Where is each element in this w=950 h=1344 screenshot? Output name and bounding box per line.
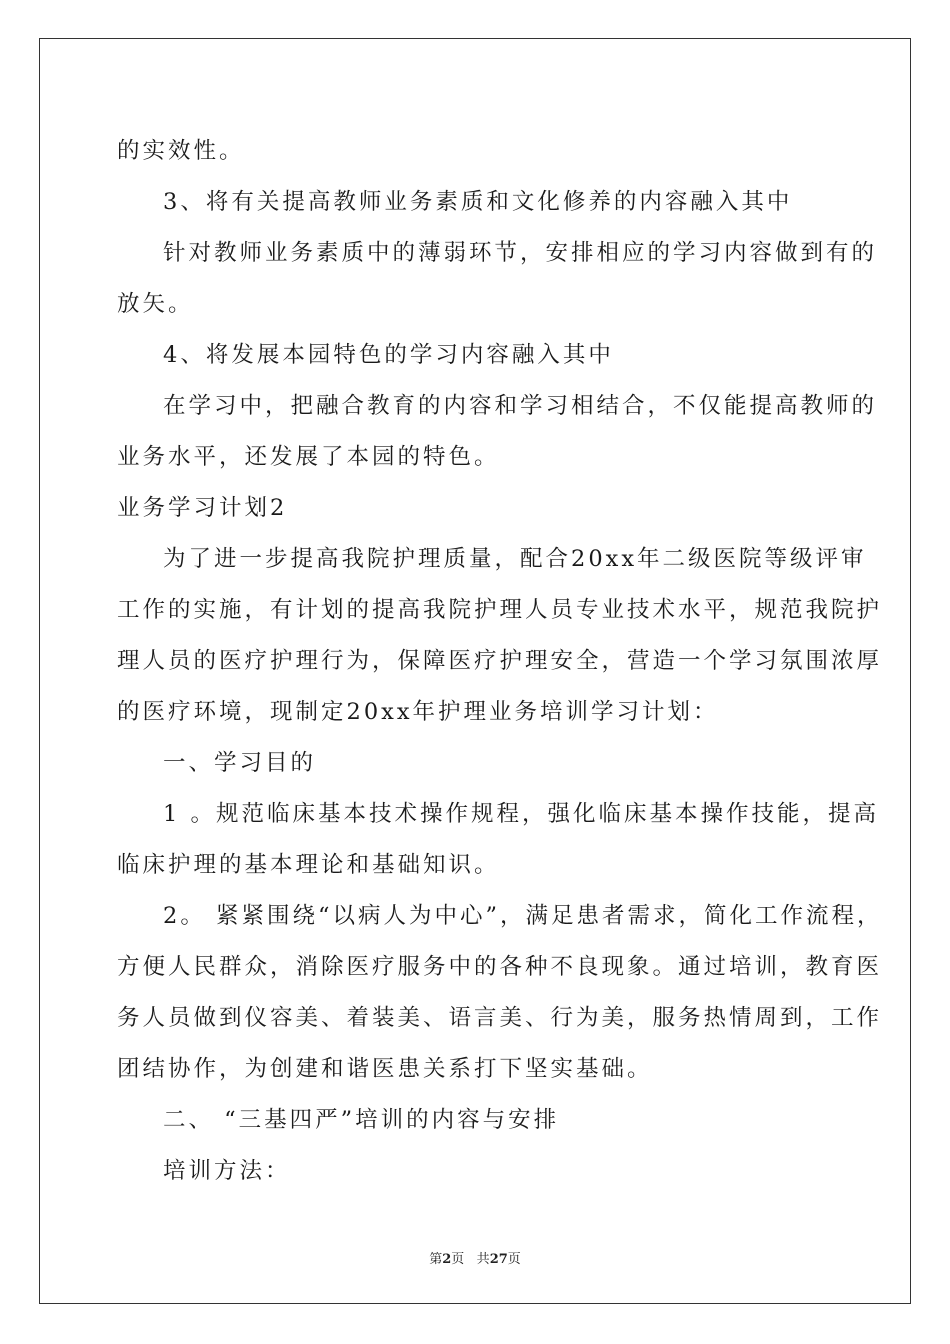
- paragraph-line: 4、将发展本园特色的学习内容融入其中: [163, 342, 614, 368]
- paragraph-line: 临床护理的基本理论和基础知识。: [117, 852, 500, 878]
- paragraph-line: 一、学习目的: [163, 750, 317, 776]
- paragraph-line: 的医疗环境，现制定20xx年护理业务培训学习计划：: [117, 699, 719, 725]
- paragraph-line: 理人员的医疗护理行为，保障医疗护理安全，营造一个学习氛围浓厚: [117, 648, 883, 674]
- footer-total-suffix: 页: [507, 1252, 521, 1267]
- paragraph-line: 在学习中，把融合教育的内容和学习相结合，不仅能提高教师的: [163, 393, 878, 419]
- paragraph-line: 2。 紧紧围绕“以病人为中心”，满足患者需求，简化工作流程，: [163, 903, 883, 929]
- paragraph-line: 3、将有关提高教师业务素质和文化修养的内容融入其中: [163, 189, 793, 215]
- paragraph-line: 二、 “三基四严”培训的内容与安排: [163, 1107, 560, 1133]
- paragraph-line: 工作的实施，有计划的提高我院护理人员专业技术水平，规范我院护: [117, 597, 883, 623]
- paragraph-line: 业务水平，还发展了本园的特色。: [117, 444, 500, 470]
- footer-page-suffix: 页: [451, 1252, 465, 1267]
- footer-total-pages: 27: [489, 1252, 508, 1267]
- paragraph-line: 团结协作，为创建和谐医患关系打下坚实基础。: [117, 1056, 653, 1082]
- paragraph-line: 务人员做到仪容美、着装美、语言美、行为美，服务热情周到，工作: [117, 1005, 883, 1031]
- footer-prefix: 第: [429, 1252, 443, 1267]
- paragraph-line: 1 。规范临床基本技术操作规程，强化临床基本操作技能，提高: [163, 801, 879, 827]
- page-footer: [0, 1248, 950, 1267]
- paragraph-line: 针对教师业务素质中的薄弱环节，安排相应的学习内容做到有的: [163, 240, 878, 266]
- paragraph-line: 培训方法：: [163, 1158, 291, 1184]
- footer-total-prefix: 共: [476, 1252, 490, 1267]
- paragraph-line: 放矢。: [117, 291, 194, 317]
- document-body: [117, 126, 883, 1197]
- paragraph-line: 的实效性。: [117, 138, 245, 164]
- paragraph-line: 业务学习计划2: [117, 495, 288, 521]
- footer-page-number: 2: [442, 1252, 452, 1267]
- paragraph-line: 为了进一步提高我院护理质量，配合20xx年二级医院等级评审: [163, 546, 867, 572]
- paragraph-line: 方便人民群众，消除医疗服务中的各种不良现象。通过培训，教育医: [117, 954, 883, 980]
